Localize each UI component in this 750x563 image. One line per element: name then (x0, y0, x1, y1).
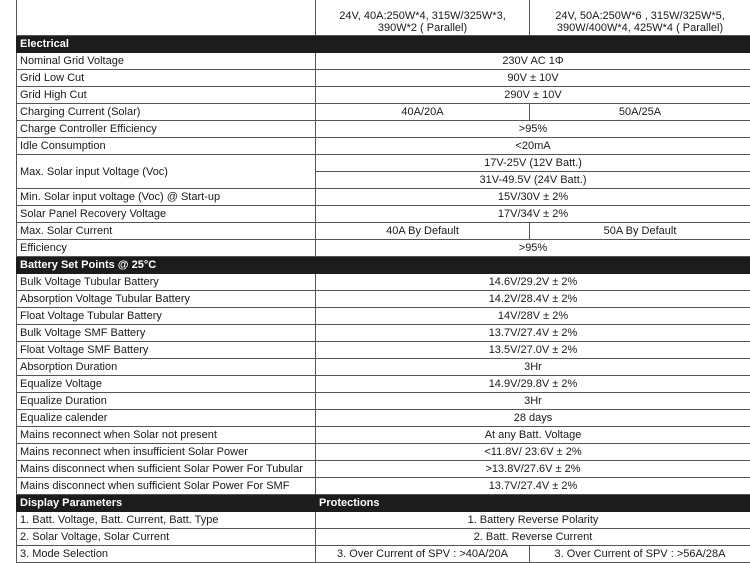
section-header-electrical (17, 36, 750, 53)
section-title-protections: Protections (316, 495, 750, 512)
row-value: 31V-49.5V (24V Batt.) (316, 172, 750, 189)
row-value-right: 50A/25A (530, 104, 750, 121)
table-row (17, 138, 750, 155)
row-value: 17V-25V (12V Batt.) (316, 155, 750, 172)
protection-item: 2. Batt. Reverse Current (316, 529, 750, 546)
table-row (17, 223, 750, 240)
row-value: <20mA (316, 138, 750, 155)
protection-item-left: 3. Over Current of SPV : >40A/20A (316, 546, 530, 563)
table-row (17, 546, 750, 563)
row-label: Float Voltage SMF Battery (17, 342, 316, 359)
table-row (17, 104, 750, 121)
row-value: 290V ± 10V (316, 87, 750, 104)
table-row (17, 325, 750, 342)
row-value: 14V/28V ± 2% (316, 308, 750, 325)
table-row (17, 410, 750, 427)
row-value: 13.7V/27.4V ± 2% (316, 325, 750, 342)
model-header-right-line2: 390W/400W*4, 425W*4 ( Parallel) (533, 22, 747, 34)
model-header-left (316, 0, 530, 36)
table-row (17, 189, 750, 206)
table-row (17, 376, 750, 393)
table-row (17, 70, 750, 87)
row-value-left: 40A By Default (316, 223, 530, 240)
row-label: Equalize calender (17, 410, 316, 427)
row-label: Equalize Voltage (17, 376, 316, 393)
section-header-display-protections (17, 495, 750, 512)
table-row (17, 155, 750, 172)
table-row (17, 342, 750, 359)
row-value: 15V/30V ± 2% (316, 189, 750, 206)
display-parameter: 2. Solar Voltage, Solar Current (17, 529, 316, 546)
row-label: Mains disconnect when sufficient Solar Power For Tubular (17, 461, 316, 478)
row-value-right: 50A By Default (530, 223, 750, 240)
row-value: 28 days (316, 410, 750, 427)
section-title-display: Display Parameters (17, 495, 316, 512)
model-header-row (17, 0, 750, 36)
row-label: Absorption Duration (17, 359, 316, 376)
row-value: 3Hr (316, 359, 750, 376)
table-row (17, 53, 750, 70)
protection-item: 1. Battery Reverse Polarity (316, 512, 750, 529)
model-header-left-line2: 390W*2 ( Parallel) (319, 22, 526, 34)
row-label: Bulk Voltage Tubular Battery (17, 274, 316, 291)
row-value: At any Batt. Voltage (316, 427, 750, 444)
table-row (17, 478, 750, 495)
table-row (17, 274, 750, 291)
row-label: Mains reconnect when Solar not present (17, 427, 316, 444)
row-value: 230V AC 1Φ (316, 53, 750, 70)
row-value: 13.7V/27.4V ± 2% (316, 478, 750, 495)
row-label: Charge Controller Efficiency (17, 121, 316, 138)
row-label: Max. Solar Current (17, 223, 316, 240)
model-header-right-line1: 24V, 50A:250W*6 , 315W/325W*5, (533, 10, 747, 22)
spec-table (16, 0, 750, 563)
section-title: Electrical (17, 36, 750, 53)
row-value: 3Hr (316, 393, 750, 410)
row-value: 17V/34V ± 2% (316, 206, 750, 223)
section-header-battery (17, 257, 750, 274)
table-row (17, 444, 750, 461)
table-row (17, 121, 750, 138)
row-value: 90V ± 10V (316, 70, 750, 87)
row-label: Bulk Voltage SMF Battery (17, 325, 316, 342)
row-label: Equalize Duration (17, 393, 316, 410)
table-row (17, 240, 750, 257)
row-label: Idle Consumption (17, 138, 316, 155)
row-label: Float Voltage Tubular Battery (17, 308, 316, 325)
row-value: <11.8V/ 23.6V ± 2% (316, 444, 750, 461)
row-label: Solar Panel Recovery Voltage (17, 206, 316, 223)
row-value-left: 40A/20A (316, 104, 530, 121)
row-label: Grid High Cut (17, 87, 316, 104)
table-row (17, 291, 750, 308)
table-row (17, 87, 750, 104)
row-label: Max. Solar input Voltage (Voc) (17, 155, 316, 189)
row-value: 13.5V/27.0V ± 2% (316, 342, 750, 359)
model-header-right (530, 0, 750, 36)
header-blank-cell (17, 0, 316, 36)
row-value: >95% (316, 121, 750, 138)
row-value: 14.9V/29.8V ± 2% (316, 376, 750, 393)
row-label: Nominal Grid Voltage (17, 53, 316, 70)
row-label: Mains disconnect when sufficient Solar Power For SMF (17, 478, 316, 495)
table-row (17, 308, 750, 325)
row-label: Grid Low Cut (17, 70, 316, 87)
row-label: Absorption Voltage Tubular Battery (17, 291, 316, 308)
table-row (17, 359, 750, 376)
row-value: 14.6V/29.2V ± 2% (316, 274, 750, 291)
row-value: >95% (316, 240, 750, 257)
row-value: >13.8V/27.6V ± 2% (316, 461, 750, 478)
table-row (17, 529, 750, 546)
row-label: Min. Solar input voltage (Voc) @ Start-up (17, 189, 316, 206)
row-label: Efficiency (17, 240, 316, 257)
protection-item-right: 3. Over Current of SPV : >56A/28A (530, 546, 750, 563)
row-label: Mains reconnect when insufficient Solar Power (17, 444, 316, 461)
table-row (17, 393, 750, 410)
display-parameter: 3. Mode Selection (17, 546, 316, 563)
section-title: Battery Set Points @ 25°C (17, 257, 750, 274)
display-parameter: 1. Batt. Voltage, Batt. Current, Batt. Type (17, 512, 316, 529)
table-row (17, 512, 750, 529)
table-row (17, 427, 750, 444)
row-label: Charging Current (Solar) (17, 104, 316, 121)
table-row (17, 206, 750, 223)
table-row (17, 461, 750, 478)
row-value: 14.2V/28.4V ± 2% (316, 291, 750, 308)
model-header-left-line1: 24V, 40A:250W*4, 315W/325W*3, (319, 10, 526, 22)
